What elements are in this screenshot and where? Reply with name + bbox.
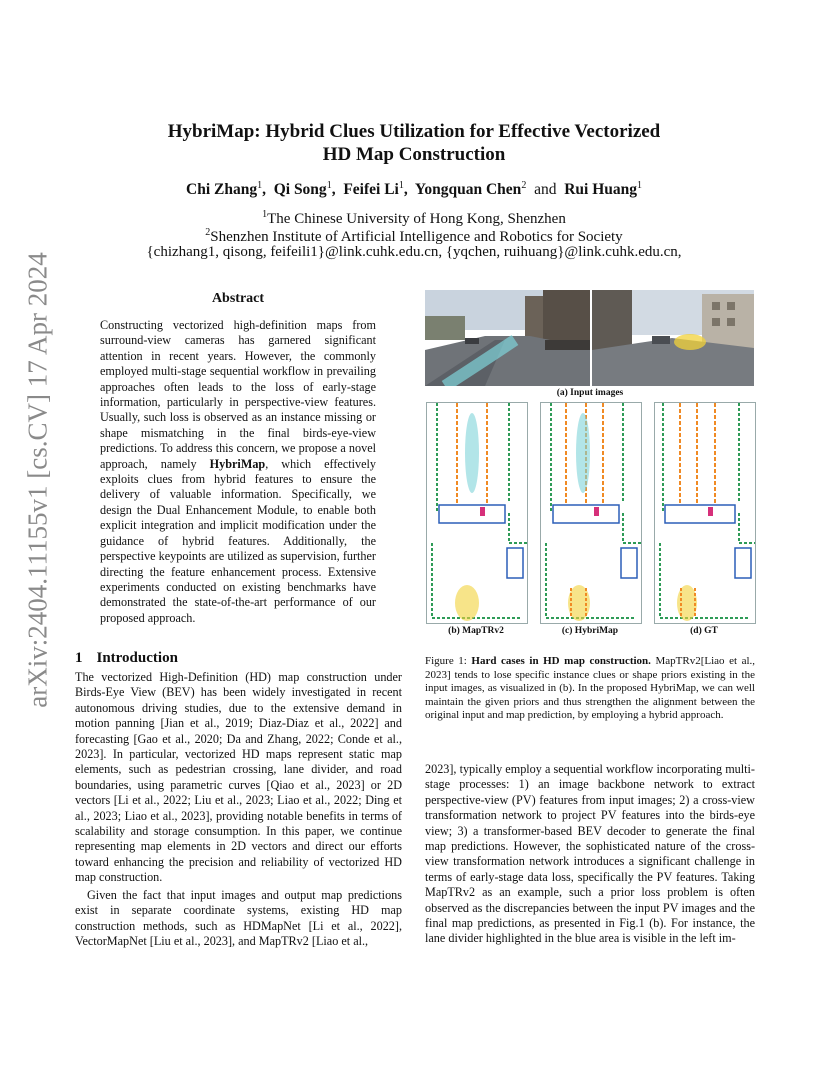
- author-affil-sup: 1: [637, 180, 642, 191]
- arxiv-stamp: arXiv:2404.11155v1 [cs.CV] 17 Apr 2024: [22, 252, 53, 708]
- email-line: {chizhang1, qisong, feifeili1}@link.cuhk.edu.cn, {yqchen, ruihuang}@link.cuhk.edu.cn,: [146, 244, 682, 260]
- author-name: Qi Song: [273, 181, 327, 199]
- intro-left-column: [75, 670, 402, 949]
- abstract-text-post: , which effectively exploits clues from hybrid features to ensure the delivery of valuable information. Specifically, we design the Dual Enhancement Module, to enable both explicit integration and implicit modification under the guidance of hybrid features. Additionally, the perspective keypoints are utilized as supervision, further directing the feature enhancement process. Extensive experiments conducted on existing benchmarks have demonstrated the state-of-the-art performance of our proposed approach.: [100, 456, 376, 625]
- figure-caption: [425, 655, 755, 723]
- abstract-method-name: HybriMap: [209, 456, 266, 471]
- author-affil-sup: 2: [521, 180, 527, 191]
- abstract-body: [100, 318, 376, 626]
- section-number: 1: [75, 650, 83, 666]
- affiliation-sup: 1: [262, 209, 268, 220]
- author-list: Chi Zhang$^1$, Qi Song$^1$, Feifei Li$^1$, Yongquan Chen$^2$ and Rui Huang$^1$: [186, 180, 642, 199]
- paper-title-line2: HD Map Construction: [322, 144, 506, 165]
- author-name: Feifei Li: [343, 181, 399, 199]
- affiliation-text: The Chinese University of Hong Kong, Shenzhen: [267, 211, 566, 227]
- author-affil-sup: 1: [326, 180, 332, 191]
- caption-bold: Hard cases in HD map construction.: [471, 655, 651, 667]
- abstract-heading: Abstract: [211, 291, 265, 306]
- caption-text: MapTRv2[Liao et al., 2023] tends to lose specific instance clues or shape priors existing in the input images, as visualized in (b). In the proposed HybriMap, we can well maintain the given priors and thus strengthen the alignment between the original input and map prediction, by employing a hybrid approach.: [425, 655, 756, 722]
- author-name: Chi Zhang: [186, 181, 258, 199]
- paper-title-line1: HybriMap: Hybrid Clues Utilization for Effective Vectorized: [167, 121, 661, 142]
- subcaption-hybrimap: (c) HybriMap: [561, 626, 619, 636]
- subcaption-maptrv2: (b) MapTRv2: [448, 626, 504, 636]
- subcaption-gt: (d) GT: [690, 626, 718, 636]
- author-name: Rui Huang: [564, 181, 637, 199]
- intro-paragraph-1: The vectorized High-Definition (HD) map construction under Birds-Eye View (BEV) has been widely investigated in recent autonomous driving studies, due to the extensive demand in motion panning [Jian et al., 2019; Diaz-Diaz et al., 2022] and forecasting [Gao et al., 2020; Da and Zhang, 2022; Conde et al., 2023]. In particular, vectorized HD maps represent static map elements, such as pedestrian crossing, lane divider, and road boundaries, using parametric curves [Qiao et al., 2023] or 2D vectors [Li et al., 2022; Liu et al., 2023; Liao et al., 2022; Ding et al., 2023; Liao et al., 2023], providing notable benefits in terms of scalability and storage consumption. In this paper, we continue representing map elements in 2D vectors and direct our efforts toward enhancing the precision and reliability of vectorized HD map construction.: [75, 670, 402, 885]
- map-panel-hybrimap: [540, 402, 642, 624]
- author-name: Yongquan Chen: [414, 181, 522, 199]
- abstract-text-pre: Constructing vectorized high-definition maps from surround-view cameras has garnered significant attention in recent years. However, the commonly employed multi-stage sequential workflow in prevailing approaches often leads to the loss of early-stage information, particularly in perspective-view features. Usually, such loss is observed as an instance missing or shape mismatching in the final birds-eye-view predictions. To address this concern, we propose a novel approach, namely: [100, 318, 376, 471]
- input-image-side: [592, 290, 754, 386]
- subcaption-input-images: (a) Input images: [556, 388, 624, 398]
- affiliation-text: Shenzhen Institute of Artificial Intelligence and Robotics for Society: [210, 229, 623, 245]
- map-panel-gt: [654, 402, 756, 624]
- input-image-front: [425, 290, 590, 386]
- section-title: Introduction: [96, 650, 178, 666]
- affiliation-sup: 2: [205, 227, 211, 238]
- caption-label: Figure 1:: [425, 655, 472, 667]
- intro-right-column: 2023], typically employ a sequential workflow incorporating multi-stage processes: 1) an image backbone network to extract perspective-view (PV) features from input images; 2) a cross-view transformation network to project PV features into the birds-eye view; 3) a transformer-based BEV decoder to generate the final map predictions. However, the sophisticated nature of the cross-view transformation network introduces a significant challenge in terms of early-stage data loss, specifically the PV features. Taking MapTRv2 as an example, such a prior loss problem is often observed as the discrepancies between the input PV images and the final map predictions, as presented in Fig.1 (b). For instance, the lane divider highlighted in the blue area is visible in the left im-: [425, 762, 755, 946]
- author-and: and: [534, 181, 557, 199]
- author-affil-sup: 1: [257, 180, 263, 191]
- intro-paragraph-2: Given the fact that input images and output map predictions exist in separate coordinate systems, existing HD map construction methods, such as HDMapNet [Li et al., 2022], VectorMapNet [Liu et al., 2023], and MapTRv2 [Liao et al.,: [75, 887, 402, 948]
- map-panel-maptrv2: [426, 402, 528, 624]
- section-heading-introduction: [75, 650, 178, 667]
- author-affil-sup: 1: [398, 180, 404, 191]
